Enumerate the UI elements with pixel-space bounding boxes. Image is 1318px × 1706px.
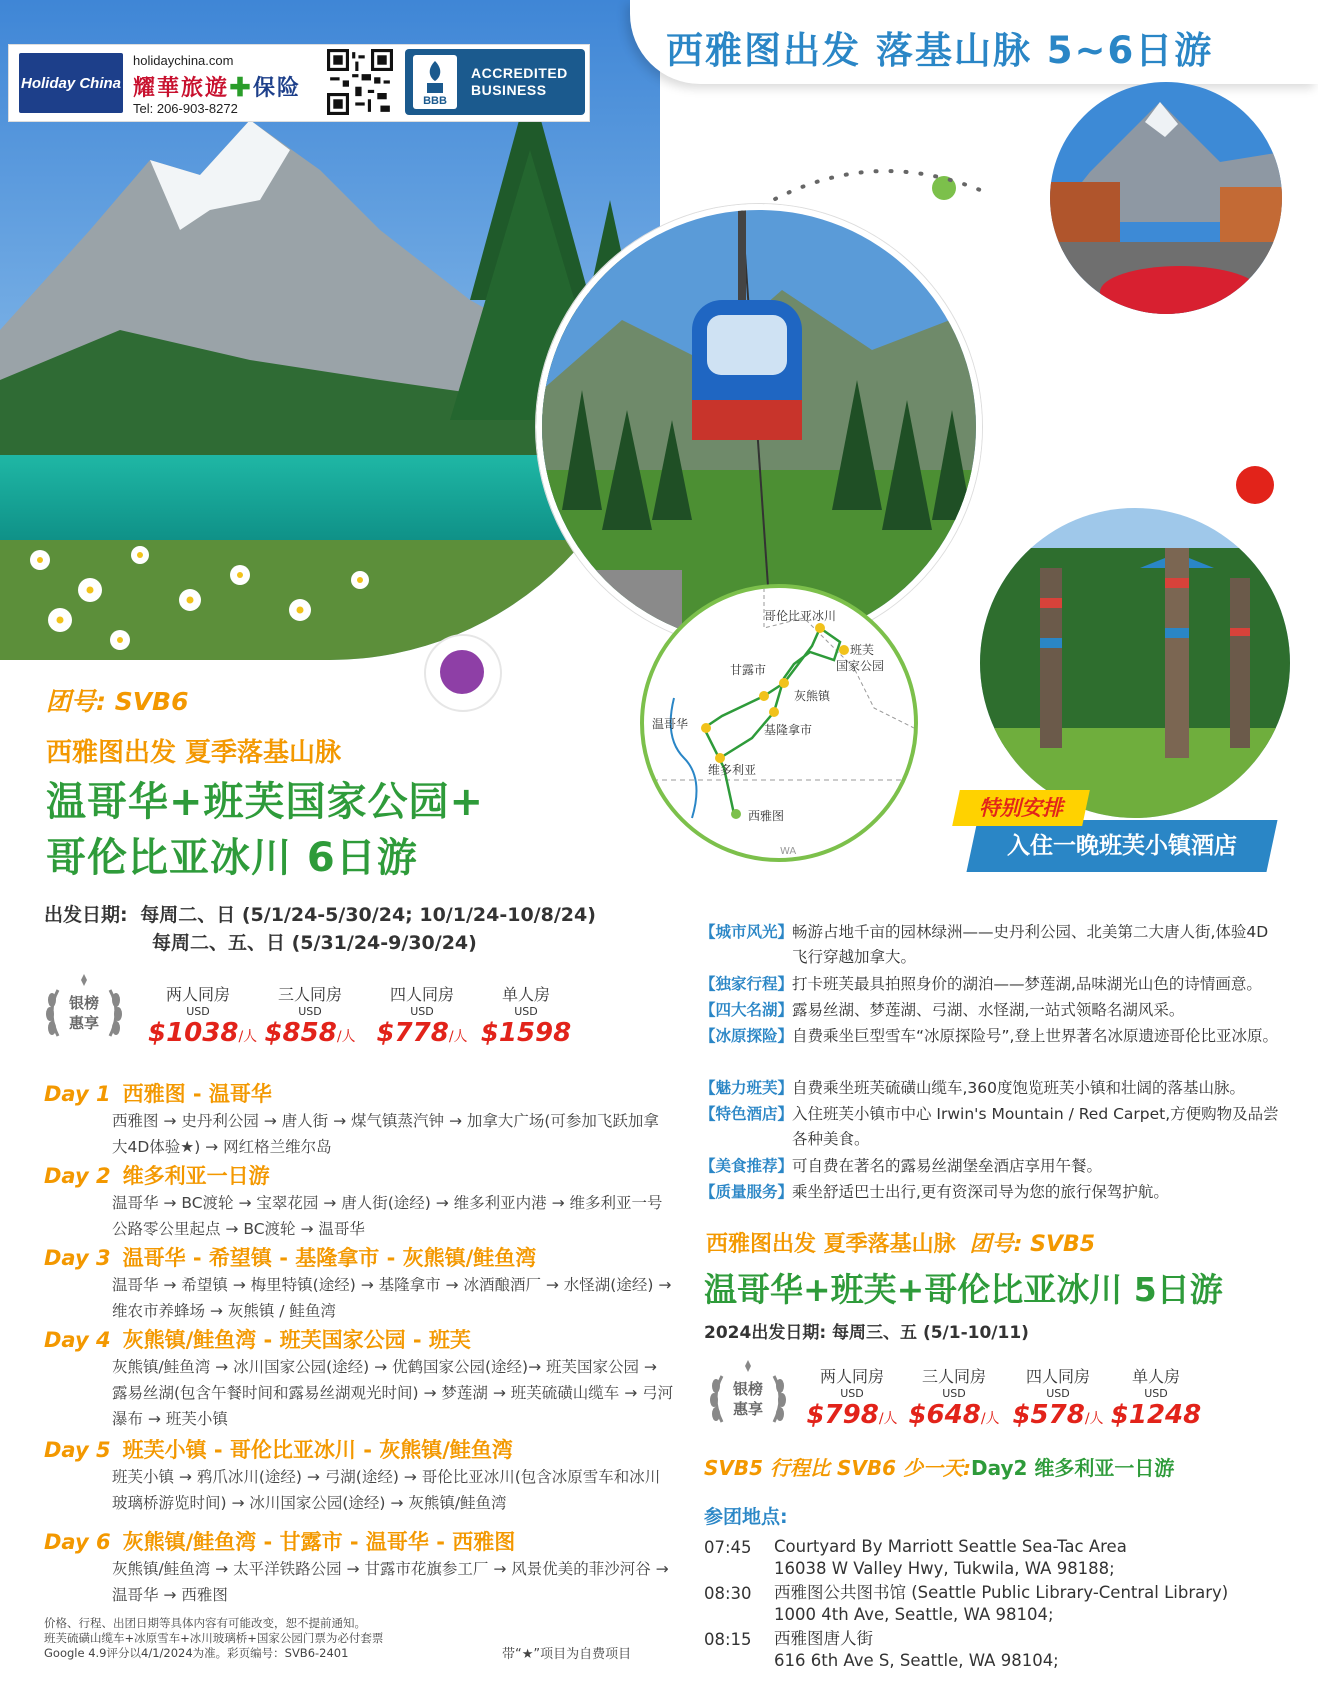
banff-town-photo — [1050, 82, 1282, 314]
day-number: Day 5 — [44, 1438, 111, 1462]
silver-badge-icon — [42, 970, 126, 1054]
price-label: 三人同房 — [277, 985, 342, 1004]
svb5-difference-suffix: Day2 维多利亚一日游 — [970, 1456, 1175, 1480]
tour-title — [46, 774, 484, 886]
departure-line-2: 每周二、五、日 (5/31/24-9/30/24) — [152, 932, 477, 954]
price-label: 两人同房 — [165, 985, 230, 1004]
bbb-line-1: ACCREDITED — [471, 65, 568, 81]
day-description: 西雅图 → 史丹利公园 → 唐人街 → 煤气镇蒸汽钟 → 加拿大广场(可参加飞跃加拿大4D体验★) → 网红格兰维尔岛 — [112, 1112, 659, 1156]
price-value: $1598 — [480, 1018, 572, 1048]
meeting-point-3 — [774, 1628, 1059, 1672]
meeting-address: 16038 W Valley Hwy, Tukwila, WA 98188; — [774, 1559, 1115, 1578]
highlight-food — [700, 1154, 1290, 1179]
day-title: 班芙小镇 - 哥伦比亚冰川 - 灰熊镇/鲑鱼湾 — [122, 1438, 513, 1462]
qr-code-icon[interactable] — [327, 49, 393, 115]
day-title: 维多利亚一日游 — [122, 1164, 270, 1188]
highlight-text: 畅游占地千亩的园林绿洲——史丹利公园、北美第二大唐人街,体验4D飞行穿越加拿大。 — [792, 923, 1269, 966]
highlight-tag: 【城市风光】 — [700, 923, 794, 941]
special-tag-label: 特别安排 — [979, 796, 1063, 820]
map-label-columbia-icefield: 哥伦比亚冰川 — [764, 609, 837, 623]
itinerary-day-1 — [44, 1078, 674, 1160]
header-banner — [630, 0, 1318, 84]
day-description: 温哥华 → BC渡轮 → 宝翠花园 → 唐人街(途经) → 维多利亚内港 → 维多利亚一号公路零公里起点 → BC渡轮 → 温哥华 — [112, 1194, 663, 1238]
highlight-text: 打卡班芙最具拍照身价的湖泊——梦莲湖,品味湖光山色的诗情画意。 — [792, 975, 1262, 993]
route-map — [640, 584, 918, 862]
decor-dot-red — [1236, 466, 1274, 504]
svb5-difference — [704, 1452, 1174, 1481]
price-double — [148, 982, 258, 1048]
svg-text:惠享: 惠享 — [732, 1400, 764, 1418]
highlight-lakes — [700, 998, 1290, 1023]
self-pay-note: 带“★”项目为自费项目 — [502, 1647, 632, 1662]
highlight-exclusive — [700, 972, 1290, 997]
price-value: $798/人 — [806, 1400, 898, 1430]
day-title: 西雅图 - 温哥华 — [122, 1082, 272, 1106]
highlight-service — [700, 1180, 1290, 1205]
price-value: $1038/人 — [148, 1018, 258, 1048]
price-value: $858/人 — [264, 1018, 356, 1048]
plus-icon: ✚ — [229, 75, 254, 101]
itinerary-day-2 — [44, 1160, 674, 1242]
special-hotel-box — [966, 820, 1277, 872]
day-description: 班芙小镇 → 鸦爪冰川(途经) → 弓湖(途经) → 哥伦比亚冰川(包含冰原雪车和冰川玻璃桥游览时间) → 冰川国家公园(途经) → 灰熊镇/鲑鱼湾 — [112, 1468, 661, 1512]
departure-line-1: 每周二、日 (5/1/24-5/30/24; 10/1/24-10/8/24) — [140, 904, 596, 926]
price-currency: USD — [1046, 1387, 1070, 1400]
meeting-address: 616 6th Ave S, Seattle, WA 98104; — [774, 1651, 1059, 1670]
departure-label: 出发日期: — [44, 904, 128, 926]
map-label-revelstoke: 灰熊镇 — [794, 689, 831, 703]
day-number: Day 1 — [44, 1082, 111, 1106]
price-currency: USD — [410, 1005, 434, 1018]
day-title: 温哥华 - 希望镇 - 基隆拿市 - 灰熊镇/鲑鱼湾 — [122, 1246, 537, 1270]
meeting-point-2 — [774, 1582, 1228, 1626]
meeting-time-3: 08:15 — [704, 1630, 752, 1649]
meeting-time-2: 08:30 — [704, 1584, 752, 1603]
highlight-text: 露易丝湖、梦莲湖、弓湖、水怪湖,一站式领略名湖风采。 — [792, 1001, 1185, 1019]
bbb-line-2: BUSINESS — [471, 82, 547, 98]
price-currency: USD — [942, 1387, 966, 1400]
svg-text:银榜: 银榜 — [68, 994, 100, 1012]
highlight-text: 自费乘坐班芙硫磺山缆车,360度饱览班芙小镇和壮阔的落基山脉。 — [792, 1079, 1246, 1097]
price-label: 三人同房 — [921, 1367, 986, 1386]
day-description: 灰熊镇/鲑鱼湾 → 太平洋铁路公园 → 甘露市花旗参工厂 → 风景优美的菲沙河谷 → 温哥华 → 西雅图 — [112, 1560, 669, 1604]
svb5-departure: 2024出发日期: 每周三、五 (5/1-10/11) — [704, 1323, 1029, 1343]
map-label-vancouver: 温哥华 — [652, 717, 689, 731]
footnote-1: 价格、行程、出团日期等具体内容有可能改变，恕不提前通知。 — [44, 1616, 366, 1630]
map-label-victoria: 维多利亚 — [708, 763, 757, 777]
day-number: Day 6 — [44, 1530, 111, 1554]
highlight-tag: 【美食推荐】 — [700, 1157, 794, 1175]
price-triple — [260, 982, 360, 1048]
svb5-title: 温哥华+班芙+哥伦比亚冰川 5日游 — [704, 1270, 1223, 1309]
departure-dates — [44, 900, 596, 927]
itinerary-day-4 — [44, 1324, 674, 1432]
highlight-text: 乘坐舒适巴士出行,更有资深司导为您的旅行保驾护航。 — [792, 1183, 1169, 1201]
special-text: 入住一晚班芙小镇酒店 — [1007, 833, 1237, 859]
totem-pole-photo — [980, 508, 1290, 818]
svb5-price-double — [802, 1364, 902, 1430]
price-label: 四人同房 — [1025, 1367, 1090, 1386]
highlight-tag: 【特色酒店】 — [700, 1105, 794, 1123]
svg-text:BBB: BBB — [423, 95, 447, 107]
price-label: 两人同房 — [819, 1367, 884, 1386]
company-logo-strip — [8, 44, 590, 122]
meeting-address: 1000 4th Ave, Seattle, WA 98104; — [774, 1605, 1054, 1624]
map-label-seattle: 西雅图 — [748, 809, 785, 823]
banner-title: 西雅图出发 落基山脉 5~6日游 — [666, 29, 1214, 72]
highlight-icefield — [700, 1024, 1290, 1049]
gondola-photo — [536, 204, 982, 650]
tour-title-line-2: 哥伦比亚冰川 6日游 — [46, 835, 418, 881]
price-value: $1248 — [1110, 1400, 1202, 1430]
bbb-badge — [405, 49, 585, 115]
tour-subtitle: 西雅图出发 夏季落基山脉 — [46, 738, 342, 768]
holiday-china-logo: Holiday China — [19, 53, 123, 113]
map-label-wa: WA — [780, 846, 797, 857]
bbb-torch-icon — [413, 55, 457, 109]
svg-text:惠享: 惠享 — [68, 1014, 100, 1032]
day-description: 温哥华 → 希望镇 → 梅里特镇(途经) → 基隆拿市 → 冰酒酿酒厂 → 水怪湖(途经) → 维农市养蜂场 → 灰熊镇 / 鲑鱼湾 — [112, 1276, 672, 1320]
highlight-text: 可自费在著名的露易丝湖堡垒酒店享用午餐。 — [792, 1157, 1103, 1175]
price-currency: USD — [186, 1005, 210, 1018]
highlight-tag: 【独家行程】 — [700, 975, 794, 993]
highlight-text: 自费乘坐巨型雪车“冰原探险号”,登上世界著名冰原遗迹哥伦比亚冰原。 — [792, 1027, 1278, 1045]
highlight-hotel — [700, 1102, 1290, 1152]
svg-text:银榜: 银榜 — [732, 1380, 764, 1398]
price-label: 四人同房 — [389, 985, 454, 1004]
highlight-city — [700, 920, 1290, 970]
special-tag — [952, 790, 1090, 826]
meeting-place: Courtyard By Marriott Seattle Sea-Tac Area — [774, 1537, 1127, 1556]
day-number: Day 2 — [44, 1164, 111, 1188]
day-title: 灰熊镇/鲑鱼湾 - 甘露市 - 温哥华 - 西雅图 — [122, 1530, 516, 1554]
price-currency: USD — [298, 1005, 322, 1018]
svb5-difference-prefix: SVB5 行程比 SVB6 少一天: — [704, 1456, 971, 1480]
day-title: 灰熊镇/鲑鱼湾 - 班芙国家公园 - 班芙 — [122, 1328, 471, 1352]
silver-badge-icon — [706, 1356, 790, 1440]
highlight-text: 入住班芙小镇市中心 Irwin's Mountain / Red Carpet,方便购物及品尝各种美食。 — [792, 1105, 1279, 1148]
footnote-2: 班芙硫磺山缆车+冰原雪车+冰川玻璃桥+国家公园门票为必付套票 — [44, 1631, 384, 1645]
price-value: $578/人 — [1012, 1400, 1104, 1430]
map-label-banff: 班芙 — [850, 643, 875, 657]
highlight-tag: 【魅力班芙】 — [700, 1079, 794, 1097]
highlight-tag: 【冰原探险】 — [700, 1027, 794, 1045]
footnotes — [44, 1616, 484, 1661]
meeting-place: 西雅图公共图书馆 (Seattle Public Library-Central Library) — [774, 1583, 1229, 1602]
highlight-tag: 【质量服务】 — [700, 1183, 794, 1201]
price-single — [476, 982, 576, 1048]
meeting-point-1 — [774, 1536, 1127, 1580]
footnote-3: Google 4.9评分以4/1/2024为准。彩页编号：SVB6-2401 — [44, 1646, 349, 1660]
map-label-national-park: 国家公园 — [836, 659, 885, 673]
svb5-heading — [706, 1227, 1095, 1258]
bbb-text — [471, 65, 568, 99]
svb5-price-quad — [1008, 1364, 1108, 1430]
svb5-price-triple — [904, 1364, 1004, 1430]
map-label-kelowna: 基隆拿市 — [764, 723, 813, 737]
highlight-tag: 【四大名湖】 — [700, 1001, 794, 1019]
day-number: Day 3 — [44, 1246, 111, 1270]
tour-code-svb5: 团号: SVB5 — [969, 1232, 1096, 1257]
itinerary-day-5 — [44, 1434, 674, 1516]
price-value: $648/人 — [908, 1400, 1000, 1430]
company-name: 耀華旅遊 — [133, 75, 230, 101]
decor-dot-purple-inner — [440, 650, 484, 694]
company-phone: Tel: 206-903-8272 — [133, 101, 238, 116]
company-url[interactable]: holidaychina.com — [133, 53, 234, 68]
price-quad — [372, 982, 472, 1048]
price-currency: USD — [840, 1387, 864, 1400]
meeting-time-1: 07:45 — [704, 1538, 752, 1557]
tour-code-svb6: 团号: SVB6 — [46, 687, 189, 716]
insurance-label: 保险 — [253, 75, 302, 101]
highlight-banff — [700, 1076, 1290, 1101]
svb5-price-single — [1106, 1364, 1206, 1430]
day-number: Day 4 — [44, 1328, 111, 1352]
price-label: 单人房 — [1131, 1367, 1180, 1386]
price-label: 单人房 — [501, 985, 550, 1004]
day-description: 灰熊镇/鲑鱼湾 → 冰川国家公园(途经) → 优鹤国家公园(途经)→ 班芙国家公园 → 露易丝湖(包含午餐时间和露易丝湖观光时间) → 梦莲湖 → 班芙硫磺山缆车 → 弓河瀑布 → 班芙小镇 — [112, 1358, 674, 1428]
tour-title-line-1: 温哥华+班芙国家公园+ — [46, 779, 485, 825]
meeting-points-title: 参团地点: — [704, 1506, 788, 1528]
price-currency: USD — [1144, 1387, 1168, 1400]
map-label-kamloops: 甘露市 — [730, 663, 767, 677]
company-name-cn — [133, 71, 301, 102]
price-value: $778/人 — [376, 1018, 468, 1048]
itinerary-day-3 — [44, 1242, 674, 1324]
meeting-place: 西雅图唐人街 — [774, 1629, 873, 1648]
svb5-subtitle: 西雅图出发 夏季落基山脉 — [706, 1232, 956, 1257]
itinerary-day-6 — [44, 1526, 674, 1608]
price-currency: USD — [514, 1005, 538, 1018]
